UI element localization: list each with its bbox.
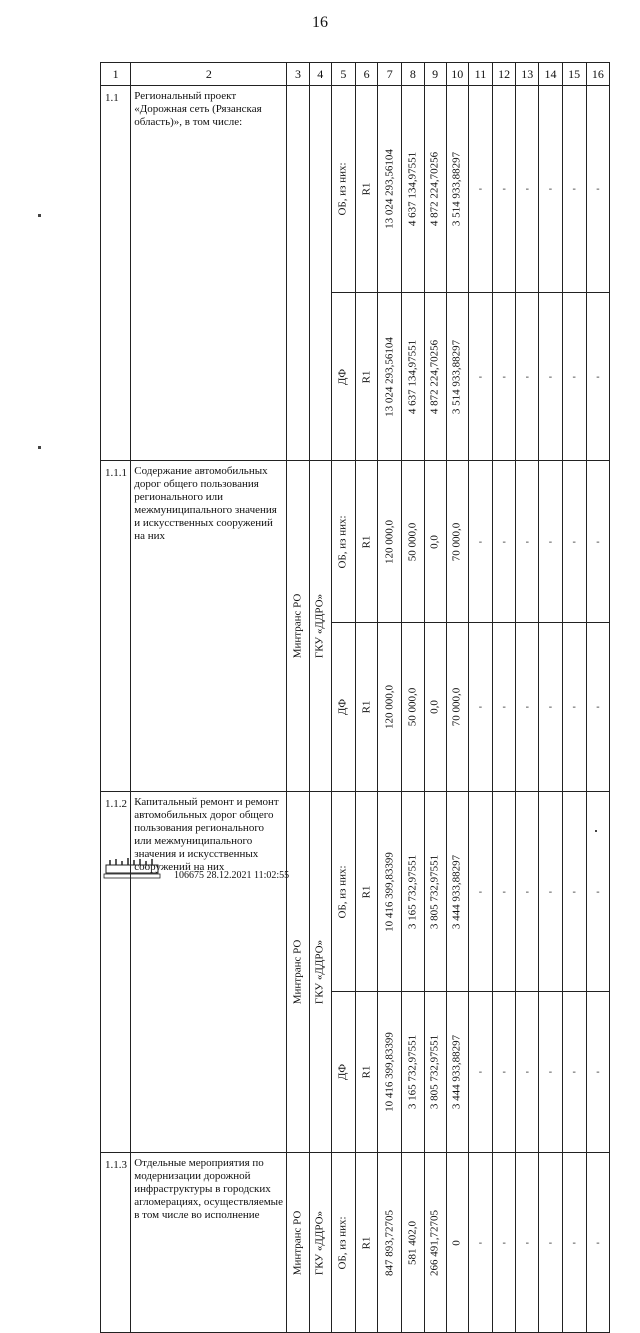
document-footer: [102, 852, 402, 882]
executor-label: Минтранс РО: [291, 593, 304, 659]
value-text: 3 805 732,97551: [428, 1034, 441, 1110]
value-text: 3 444 933,88297: [450, 854, 463, 929]
value-text: 0,0: [428, 534, 441, 549]
value-text: R1: [360, 1236, 373, 1249]
value-cell: [424, 623, 446, 792]
value-cell: [402, 1153, 424, 1333]
dash-mark: -: [548, 886, 553, 897]
scan-speck: [595, 830, 597, 832]
table-row: [101, 86, 610, 293]
dash-mark: -: [548, 536, 553, 547]
column-header: 10: [446, 63, 468, 86]
empty-value-cell: [539, 293, 562, 461]
value-text: 13 024 293,56104: [383, 336, 396, 417]
column-header: 2: [131, 63, 287, 86]
value-cell: [331, 461, 355, 623]
item-name: Содержание автомобильных дорог общего пользования регионального или межмуниципального значения и искусственных сооружений на них: [131, 461, 287, 792]
empty-value-cell: [586, 461, 609, 623]
empty-value-cell: [539, 792, 562, 992]
dash-mark: -: [548, 1237, 553, 1248]
empty-value-cell: [586, 992, 609, 1153]
value-text: 50 000,0: [406, 687, 419, 727]
empty-value-cell: [468, 293, 492, 461]
value-cell: [424, 992, 446, 1153]
value-cell: [446, 293, 468, 461]
column-header: 14: [539, 63, 562, 86]
value-cell: [331, 86, 355, 293]
value-cell: [402, 623, 424, 792]
value-cell: [424, 86, 446, 293]
dash-mark: -: [548, 701, 553, 713]
empty-value-cell: [493, 293, 516, 461]
dash-mark: -: [502, 701, 506, 713]
value-text: 120 000,0: [383, 685, 396, 729]
dash-mark: -: [525, 701, 529, 713]
empty-value-cell: [562, 293, 586, 461]
dash-mark: -: [596, 183, 600, 195]
value-cell: [402, 792, 424, 992]
value-cell: [402, 461, 424, 623]
empty-value-cell: [493, 623, 516, 792]
executor-label: Минтранс РО: [291, 1210, 304, 1275]
value-text: ОБ, из них:: [336, 514, 349, 569]
empty-value-cell: [493, 792, 516, 992]
empty-value-cell: [539, 623, 562, 792]
item-number: 1.1.1: [101, 461, 131, 792]
empty-value-cell: [493, 86, 516, 293]
empty-value-cell: [539, 1153, 562, 1333]
value-text: 3 514 933,88297: [450, 151, 463, 227]
scan-speck: [38, 214, 41, 217]
empty-value-cell: [516, 623, 539, 792]
value-cell: [331, 1153, 355, 1333]
agency-label: ГКУ «ДДРО»: [313, 593, 326, 659]
value-cell: [402, 293, 424, 461]
dash-mark: -: [572, 183, 576, 195]
dash-mark: -: [572, 1066, 576, 1078]
empty-value-cell: [586, 623, 609, 792]
dash-mark: -: [596, 886, 600, 897]
dash-mark: -: [572, 886, 576, 897]
dash-mark: -: [478, 1237, 483, 1248]
value-text: 13 024 293,56104: [383, 149, 396, 229]
empty-value-cell: [468, 992, 492, 1153]
empty-value-cell: [516, 293, 539, 461]
value-cell: [424, 461, 446, 623]
item-number: 1.1: [101, 86, 131, 461]
value-text: R1: [360, 1065, 373, 1079]
dash-mark: -: [478, 183, 483, 195]
value-cell: [331, 293, 355, 461]
empty-value-cell: [586, 792, 609, 992]
value-cell: [355, 992, 377, 1153]
value-text: 3 514 933,88297: [450, 339, 463, 414]
value-text: R1: [360, 535, 373, 548]
empty-value-cell: [562, 792, 586, 992]
value-cell: [355, 792, 377, 992]
dash-mark: -: [525, 183, 529, 195]
value-text: 581 402,0: [406, 1220, 419, 1265]
table-row: [101, 792, 610, 992]
value-text: 0,0: [428, 700, 441, 714]
empty-value-cell: [468, 623, 492, 792]
dash-mark: -: [478, 536, 483, 547]
empty-value-cell: [562, 86, 586, 293]
column-header: 9: [424, 63, 446, 86]
value-cell: [446, 623, 468, 792]
empty-value-cell: [562, 1153, 586, 1333]
value-text: 4 872 224,70256: [428, 339, 441, 414]
dash-mark: -: [502, 1237, 506, 1248]
column-header: 15: [562, 63, 586, 86]
value-text: 50 000,0: [406, 522, 419, 561]
value-cell: [446, 1153, 468, 1333]
item-number: 1.1.3: [101, 1153, 131, 1333]
dash-mark: -: [548, 1066, 553, 1078]
value-cell: [331, 992, 355, 1153]
column-header: 11: [468, 63, 492, 86]
dash-mark: -: [572, 536, 576, 547]
value-text: 4 637 134,97551: [406, 339, 419, 414]
value-text: R1: [360, 700, 373, 714]
empty-value-cell: [586, 86, 609, 293]
value-text: R1: [360, 370, 373, 383]
empty-value-cell: [516, 992, 539, 1153]
column-header: 13: [516, 63, 539, 86]
empty-value-cell: [493, 461, 516, 623]
dash-mark: -: [572, 701, 576, 713]
value-cell: [331, 623, 355, 792]
scan-speck: [38, 446, 41, 449]
dash-mark: -: [478, 371, 483, 382]
value-text: 4 637 134,97551: [406, 151, 419, 227]
empty-value-cell: [586, 293, 609, 461]
column-header: 16: [586, 63, 609, 86]
dash-mark: -: [596, 536, 600, 547]
column-header: 8: [402, 63, 424, 86]
dash-mark: -: [478, 1066, 483, 1078]
agency-cell: [309, 86, 331, 461]
value-text: 10 416 399,83399: [383, 1032, 396, 1112]
agency-label: ГКУ «ДДРО»: [313, 939, 326, 1005]
dash-mark: -: [525, 1066, 529, 1078]
item-number: 1.1.2: [101, 792, 131, 1153]
value-text: 266 491,72705: [428, 1209, 441, 1276]
value-text: 3 165 732,97551: [406, 854, 419, 929]
dash-mark: -: [596, 1237, 600, 1248]
dash-mark: -: [502, 183, 506, 195]
executor-cell: [287, 86, 309, 461]
value-cell: [378, 623, 402, 792]
dash-mark: -: [502, 536, 506, 547]
value-text: 3 165 732,97551: [406, 1034, 419, 1110]
dash-mark: -: [525, 536, 529, 547]
table-row: [101, 461, 610, 623]
page-number: 16: [312, 14, 328, 31]
dash-mark: -: [596, 701, 600, 713]
empty-value-cell: [539, 86, 562, 293]
value-text: 847 893,72705: [383, 1209, 396, 1276]
value-text: ОБ, из них:: [336, 1215, 349, 1270]
dash-mark: -: [502, 371, 506, 382]
dash-mark: -: [596, 371, 600, 382]
item-name: Региональный проект «Дорожная сеть (Рязанская область)», в том числе:: [131, 86, 287, 461]
value-cell: [355, 293, 377, 461]
column-header: 7: [378, 63, 402, 86]
value-text: 4 872 224,70256: [428, 151, 441, 227]
value-cell: [355, 86, 377, 293]
value-cell: [378, 293, 402, 461]
empty-value-cell: [562, 623, 586, 792]
budget-table: [100, 62, 610, 1333]
value-cell: [402, 992, 424, 1153]
column-header: 4: [309, 63, 331, 86]
item-name: Отдельные мероприятия по модернизации дорожной инфраструктуры в городских агломерациях, осуществляемые в том числе во исполнение: [131, 1153, 287, 1333]
table-row: [101, 1153, 610, 1333]
value-cell: [355, 461, 377, 623]
value-cell: [378, 992, 402, 1153]
empty-value-cell: [586, 1153, 609, 1333]
value-cell: [378, 461, 402, 623]
item-name: Капитальный ремонт и ремонт автомобильных дорог общего пользования регионального или межмуниципального значения и искусственных сооружений на них: [131, 792, 287, 1153]
dash-mark: -: [548, 183, 553, 195]
dash-mark: -: [525, 886, 529, 897]
dash-mark: -: [572, 371, 576, 382]
value-cell: [331, 792, 355, 992]
header-row: [101, 63, 610, 86]
value-text: R1: [360, 885, 373, 898]
executor-cell: [287, 792, 309, 1153]
value-text: ДФ: [336, 368, 349, 385]
empty-value-cell: [468, 86, 492, 293]
column-header: 6: [355, 63, 377, 86]
executor-label: Минтранс РО: [291, 939, 304, 1005]
value-text: 120 000,0: [383, 519, 396, 564]
agency-cell: [309, 461, 331, 792]
value-cell: [378, 792, 402, 992]
dash-mark: -: [502, 1066, 506, 1078]
value-text: 3 444 933,88297: [450, 1034, 463, 1110]
column-header: 5: [331, 63, 355, 86]
dash-mark: -: [572, 1237, 576, 1248]
value-cell: [355, 623, 377, 792]
empty-value-cell: [562, 461, 586, 623]
column-header: 1: [101, 63, 131, 86]
value-text: ОБ, из них:: [336, 162, 349, 216]
value-text: ДФ: [336, 1063, 349, 1081]
document-registration-stamp: 106675 28.12.2021 11:02:55: [174, 870, 290, 881]
value-cell: [446, 461, 468, 623]
dash-mark: -: [525, 1237, 529, 1248]
column-header: 12: [493, 63, 516, 86]
empty-value-cell: [562, 992, 586, 1153]
value-text: ОБ, из них:: [336, 864, 349, 919]
organization-stamp-icon: [102, 856, 162, 880]
value-text: ДФ: [336, 698, 349, 716]
value-text: 0: [450, 1239, 463, 1246]
empty-value-cell: [516, 792, 539, 992]
value-text: 70 000,0: [450, 522, 463, 561]
empty-value-cell: [468, 1153, 492, 1333]
agency-cell: [309, 792, 331, 1153]
value-cell: [402, 86, 424, 293]
value-text: R1: [360, 182, 373, 196]
dash-mark: -: [596, 1066, 600, 1078]
value-text: 10 416 399,83399: [383, 851, 396, 932]
value-cell: [424, 293, 446, 461]
dash-mark: -: [502, 886, 506, 897]
empty-value-cell: [493, 1153, 516, 1333]
empty-value-cell: [516, 461, 539, 623]
value-cell: [446, 86, 468, 293]
executor-cell: [287, 461, 309, 792]
value-text: 3 805 732,97551: [428, 854, 441, 929]
empty-value-cell: [468, 461, 492, 623]
dash-mark: -: [478, 701, 483, 713]
empty-value-cell: [516, 1153, 539, 1333]
empty-value-cell: [539, 461, 562, 623]
column-header: 3: [287, 63, 309, 86]
value-cell: [446, 792, 468, 992]
value-cell: [446, 992, 468, 1153]
empty-value-cell: [516, 86, 539, 293]
agency-label: ГКУ «ДДРО»: [313, 1210, 326, 1275]
value-cell: [378, 1153, 402, 1333]
value-cell: [355, 1153, 377, 1333]
empty-value-cell: [493, 992, 516, 1153]
value-cell: [378, 86, 402, 293]
dash-mark: -: [478, 886, 483, 897]
dash-mark: -: [548, 371, 553, 382]
empty-value-cell: [539, 992, 562, 1153]
executor-cell: [287, 1153, 309, 1333]
empty-value-cell: [468, 792, 492, 992]
value-text: 70 000,0: [450, 687, 463, 727]
dash-mark: -: [525, 371, 529, 382]
value-cell: [424, 1153, 446, 1333]
value-cell: [424, 792, 446, 992]
agency-cell: [309, 1153, 331, 1333]
